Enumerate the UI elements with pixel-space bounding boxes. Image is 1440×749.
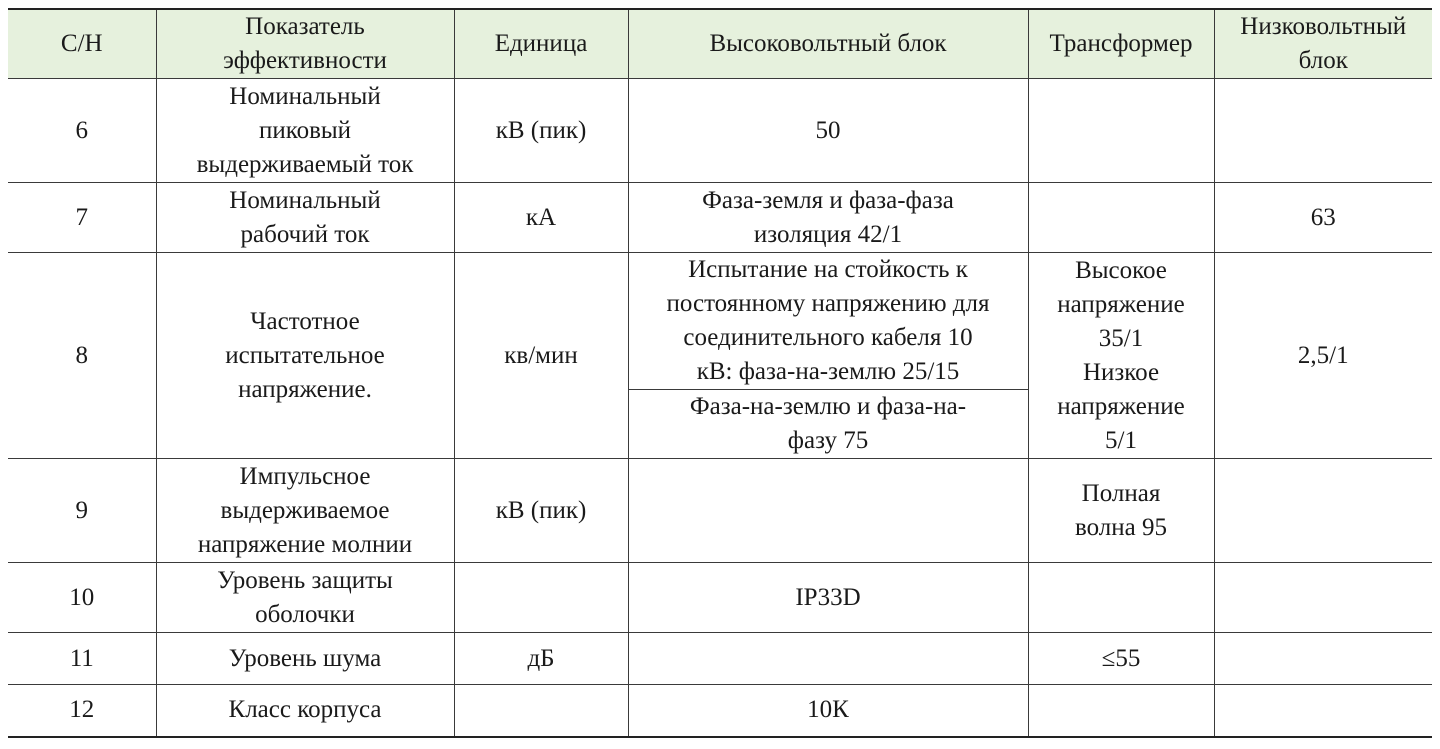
table-row bbox=[8, 459, 1432, 563]
cell-unit bbox=[454, 563, 628, 633]
cell-transformer: Полная волна 95 bbox=[1028, 459, 1214, 563]
cell-unit: кв/мин bbox=[454, 253, 628, 459]
table-row bbox=[8, 253, 1432, 390]
cell-lv-block: 2,5/1 bbox=[1214, 253, 1432, 459]
cell-indicator: Частотное испытательное напряжение. bbox=[156, 253, 454, 459]
table-row bbox=[8, 563, 1432, 633]
cell-indicator: Номинальный пиковый выдерживаемый ток bbox=[156, 79, 454, 183]
cell-sn: 8 bbox=[8, 253, 156, 459]
header-sn: С/Н bbox=[8, 9, 156, 79]
cell-hv-block: 50 bbox=[628, 79, 1028, 183]
cell-unit: кВ (пик) bbox=[454, 79, 628, 183]
cell-sn: 11 bbox=[8, 633, 156, 685]
cell-lv-block bbox=[1214, 685, 1432, 737]
table-row bbox=[8, 183, 1432, 253]
table-row bbox=[8, 685, 1432, 737]
cell-lv-block bbox=[1214, 459, 1432, 563]
header-hv-block: Высоковольтный блок bbox=[628, 9, 1028, 79]
cell-hv-block-phase: Фаза-на-землю и фаза-на- фазу 75 bbox=[628, 390, 1028, 459]
table-row bbox=[8, 79, 1432, 183]
cell-transformer bbox=[1028, 685, 1214, 737]
cell-transformer bbox=[1028, 183, 1214, 253]
cell-hv-block: IP33D bbox=[628, 563, 1028, 633]
cell-unit: кВ (пик) bbox=[454, 459, 628, 563]
cell-unit: кА bbox=[454, 183, 628, 253]
cell-hv-block bbox=[628, 459, 1028, 563]
cell-hv-block-dc-test: Испытание на стойкость к постоянному напряжению для соединительного кабеля 10 кВ: фаза-на-землю 25/15 bbox=[628, 253, 1028, 390]
cell-transformer bbox=[1028, 563, 1214, 633]
spec-table bbox=[8, 8, 1432, 738]
cell-lv-block bbox=[1214, 563, 1432, 633]
cell-transformer: Высокое напряжение 35/1 Низкое напряжение 5/1 bbox=[1028, 253, 1214, 459]
cell-lv-block bbox=[1214, 79, 1432, 183]
cell-hv-block: 10К bbox=[628, 685, 1028, 737]
cell-sn: 7 bbox=[8, 183, 156, 253]
cell-indicator: Класс корпуса bbox=[156, 685, 454, 737]
cell-transformer: ≤55 bbox=[1028, 633, 1214, 685]
cell-sn: 9 bbox=[8, 459, 156, 563]
table-row bbox=[8, 633, 1432, 685]
cell-sn: 10 bbox=[8, 563, 156, 633]
cell-hv-block bbox=[628, 633, 1028, 685]
cell-lv-block: 63 bbox=[1214, 183, 1432, 253]
header-indicator: Показатель эффективности bbox=[156, 9, 454, 79]
cell-unit bbox=[454, 685, 628, 737]
cell-indicator: Уровень защиты оболочки bbox=[156, 563, 454, 633]
header-transformer: Трансформер bbox=[1028, 9, 1214, 79]
cell-unit: дБ bbox=[454, 633, 628, 685]
cell-sn: 12 bbox=[8, 685, 156, 737]
cell-indicator: Импульсное выдерживаемое напряжение молнии bbox=[156, 459, 454, 563]
header-unit: Единица bbox=[454, 9, 628, 79]
cell-hv-block: Фаза-земля и фаза-фаза изоляция 42/1 bbox=[628, 183, 1028, 253]
header-lv-block: Низковольтный блок bbox=[1214, 9, 1432, 79]
cell-indicator: Номинальный рабочий ток bbox=[156, 183, 454, 253]
cell-indicator: Уровень шума bbox=[156, 633, 454, 685]
cell-transformer bbox=[1028, 79, 1214, 183]
header-row bbox=[8, 9, 1432, 79]
cell-sn: 6 bbox=[8, 79, 156, 183]
cell-lv-block bbox=[1214, 633, 1432, 685]
